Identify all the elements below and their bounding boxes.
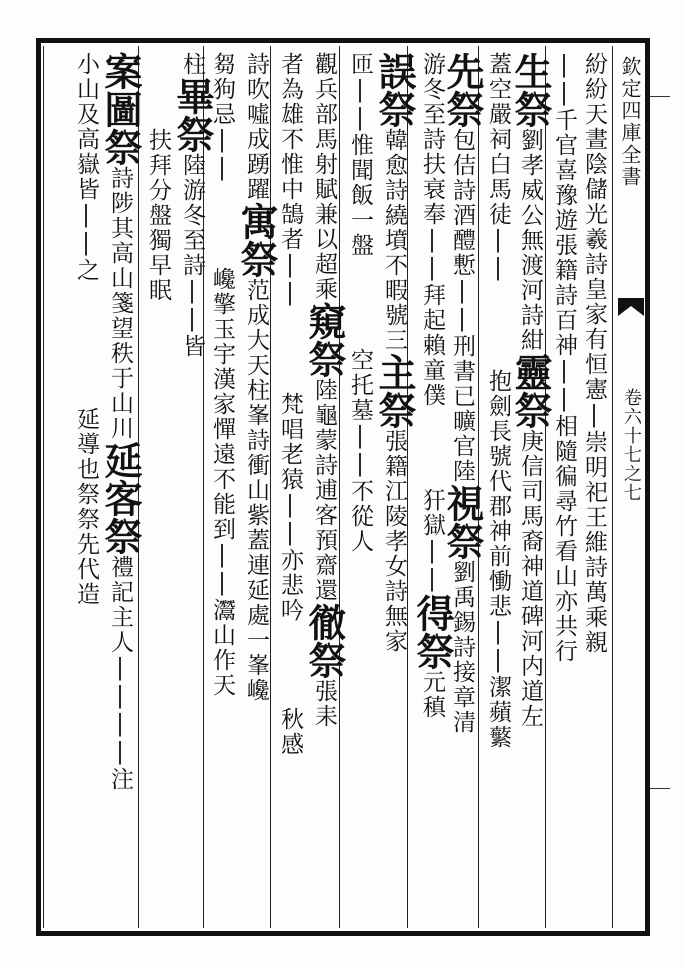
text-column: 紛紛天晝陰儲光羲詩皇家有恒憲|崇明祀王維詩萬乘親 [581,52,607,655]
entry-heading: 延客祭 [98,441,143,555]
entry-heading: 視祭 [440,484,485,560]
entry-heading: 先祭 [440,52,485,128]
entry-heading: 主祭 [372,353,417,429]
entry-heading: 靈祭 [508,353,553,429]
text-column: 詩吹噓成踴躍寓祭范成大天柱峯詩衝山紫蓋連延處一峯巉 [234,52,279,703]
entry-heading: 徹祭 [302,603,347,679]
text-column: 觀兵部馬射賦兼以超乘窺祭陸龜蒙詩逋客預齋還徹祭張耒 [302,52,347,729]
text-column: 蓋空嚴祠白馬徒||抱劍長號代郡神前慟悲||潔蘋蘩 [485,52,511,750]
text-column: 誤祭韓愈詩繞墳不暇號三主祭張籍江陵孝女詩無家 [372,52,417,654]
text-column: 案圖祭詩陟其高山箋望秩于山川延客祭禮記主人||||注 [98,52,143,792]
text-column: 者為雄不惟中鵠者||梵唱老猿||亦悲吟秋感 [277,52,303,757]
entry-heading: 窺祭 [302,302,347,378]
text-column: ||千官喜豫遊張籍詩百神||相隨徧尋竹看山亦共行 [551,52,577,664]
text-column: 小山及高嶽皆||之延導也祭祭先代造 [73,52,99,607]
text-column: 生祭劉孝威公無渡河詩紺靈祭庚信司馬裔神道碑河内道左 [508,52,553,729]
fishtail-mark-icon [616,296,646,320]
volume-number: 卷六十七之七 [621,388,642,502]
column-rule [43,46,44,928]
entry-heading: 寓祭 [234,202,279,278]
book-title: 欽定四庫全書 [618,56,642,188]
margin-tick [650,788,670,789]
text-column: 柱畢祭陸游冬至詩||皆 [170,52,215,359]
text-column: 匝||惟聞飯一盤空托墓||不從人 [347,52,373,554]
text-column: 游冬至詩扶衰奉||拜起賴童僕犴獄||得祭元稹 [410,52,455,720]
entry-heading: 得祭 [410,594,455,670]
entry-heading: 生祭 [508,52,553,128]
text-column: 芻狗忌||巉擎玉宇漢家憚遠不能到||灊山作天 [209,52,235,698]
margin-tick [650,96,670,97]
entry-heading: 誤祭 [372,52,417,128]
text-column: 扶拜分盤獨早眠 [145,128,171,303]
entry-heading: 畢祭 [170,77,215,153]
entry-heading: 案圖祭 [98,52,143,166]
text-column: 先祭包佶詩酒醴慙||刑書已曠官陸視祭劉禹錫詩接章清 [440,52,485,735]
